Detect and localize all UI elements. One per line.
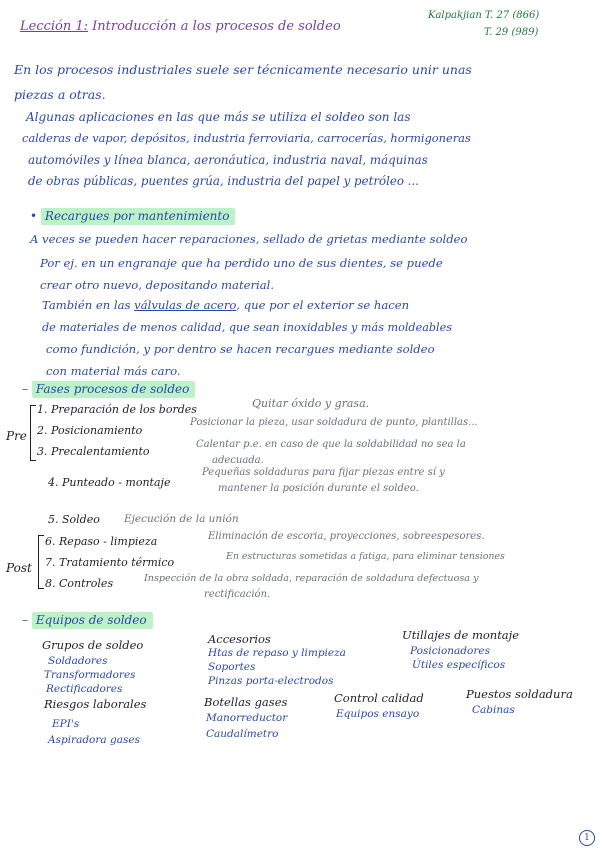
recargues-line-2: Por ej. en un engranaje que ha perdido uno de sus dientes, se puede [40,256,443,270]
lesson-title-text: Introducción a los procesos de soldeo [92,19,341,34]
equipos-heading: Equipos de soldeo [32,612,153,629]
step-8-name: 8. Controles [45,577,114,590]
step-4-desc: Pequeñas soldaduras para fijar piezas entre sí y [202,467,445,478]
lesson-number: Lección 1: [20,19,89,34]
step-3-name: 3. Precalentamiento [37,445,150,458]
dash: – [22,382,28,396]
group-title-riesgos: Riesgos laborales [44,697,147,711]
step-3-desc: Calentar p.e. en caso de que la soldabilidad no sea la [196,439,466,450]
group-item: Equipos ensayo [336,708,420,720]
recargues-line-6: como fundición, y por dentro se hacen recargues mediante soldeo [46,342,435,356]
pre-bracket [30,405,31,461]
step-1-name: 1. Preparación de los bordes [37,403,197,416]
group-item: Soldadores [48,655,108,667]
step-1-desc: Quitar óxido y grasa. [252,397,370,410]
recargues-line-1: A veces se pueden hacer reparaciones, sellado de grietas mediante soldeo [30,232,468,246]
book-reference-1: Kalpakjian T. 27 (866) [428,10,540,21]
post-bracket [38,535,39,589]
group-title-puestos: Puestos soldadura [466,687,573,701]
group-title-accesorios: Accesorios [208,632,271,646]
bullet: • [30,209,38,223]
step-6-name: 6. Repaso - limpieza [45,535,158,548]
group-item: Aspiradora gases [48,734,140,746]
step-5-name: 5. Soldeo [48,513,100,526]
step-7-name: 7. Tratamiento térmico [45,556,175,569]
intro-line-4: calderas de vapor, depósitos, industria ferroviaria, carrocerías, hormigoneras [22,131,471,145]
group-item: Htas de repaso y limpieza [208,647,346,659]
group-item: EPI's [52,718,80,730]
group-item: Cabinas [472,704,515,716]
equipos-heading-row [22,614,153,626]
recargues-line-5: de materiales de menos calidad, que sean inoxidables y más moldeables [42,321,452,334]
step-4-name: 4. Punteado - montaje [48,476,171,489]
group-title-utillajes: Utillajes de montaje [402,628,520,642]
group-item: Caudalímetro [206,728,279,740]
dash: – [22,613,28,627]
recargues-heading: Recargues por mantenimiento [41,208,236,225]
lesson-title [20,20,341,33]
intro-line-5: automóviles y línea blanca, aeronáutica, industria naval, máquinas [28,153,428,167]
page-number: 1 [579,830,595,846]
group-title-control: Control calidad [334,691,424,705]
group-title-botellas: Botellas gases [204,695,288,709]
step-2-name: 2. Posicionamiento [37,424,143,437]
recargues-line-7: con material más caro. [46,364,181,378]
step-5-desc: Ejecución de la unión [124,513,239,525]
step-3-desc-cont: adecuada. [212,455,264,466]
intro-line-6: de obras públicas, puentes grúa, industria del papel y petróleo ... [28,174,419,188]
step-8-desc: Inspección de la obra soldada, reparación de soldadura defectuosa y [144,573,479,584]
group-item: Soportes [208,661,256,673]
group-item: Pinzas porta-electrodos [208,675,334,687]
step-8-desc-cont: rectificación. [204,589,271,600]
step-4-desc-cont: mantener la posición durante el soldeo. [218,483,419,494]
step-2-desc: Posicionar la pieza, usar soldadura de punto, plantillas... [190,417,478,428]
group-item: Posicionadores [410,645,490,657]
recargues-line-3: crear otro nuevo, depositando material. [40,278,275,292]
intro-line-3: Algunas aplicaciones en las que más se utiliza el soldeo son las [26,110,411,124]
valvulas-underlined: válvulas de acero [134,298,237,312]
post-label: Post [6,561,32,575]
book-reference-2: T. 29 (989) [484,27,539,38]
pre-label: Pre [6,429,27,443]
step-7-desc: En estructuras sometidas a fatiga, para eliminar tensiones [226,551,505,562]
recargues-heading-row [30,210,235,222]
group-title-grupos: Grupos de soldeo [42,638,144,652]
fases-heading: Fases procesos de soldeo [32,381,196,398]
group-item: Útiles específicos [412,659,506,671]
group-item: Manorreductor [206,712,288,724]
step-6-desc: Eliminación de escoria, proyecciones, sobreespesores. [208,531,485,542]
group-item: Transformadores [44,669,136,681]
recargues-line-4: También en las válvulas de acero, que por el exterior se hacen [42,298,410,312]
intro-line-1: En los procesos industriales suele ser técnicamente necesario unir unas [14,62,472,77]
group-item: Rectificadores [46,683,123,695]
fases-heading-row [22,383,195,395]
intro-line-2: piezas a otras. [14,87,106,102]
